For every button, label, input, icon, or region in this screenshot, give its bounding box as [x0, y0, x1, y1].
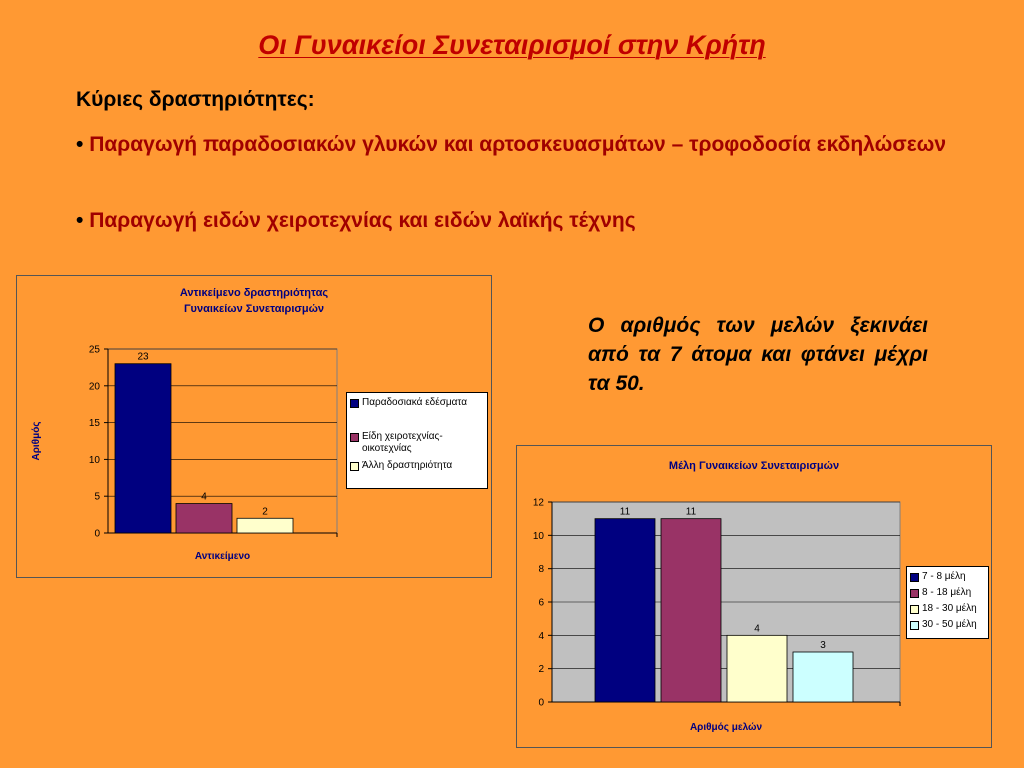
legend-label: οικοτεχνίας [362, 443, 412, 454]
activity-chart-legend [346, 392, 488, 489]
y-tick-label: 10 [88, 454, 100, 466]
legend-label: 30 - 50 μέλη [922, 619, 977, 630]
y-tick-label: 25 [88, 344, 100, 356]
legend-swatch [910, 573, 919, 582]
y-tick-label: 20 [88, 381, 100, 393]
y-tick-label: 15 [88, 418, 100, 430]
y-tick-label: 0 [538, 697, 544, 709]
legend-swatch [910, 605, 919, 614]
x-axis-label: Αριθμός μελών [689, 722, 763, 733]
bullet-dot: • [76, 133, 84, 156]
bar [237, 518, 293, 533]
bar [115, 364, 171, 533]
subheading: Κύριες δραστηριότητες: [76, 88, 315, 111]
slide-title: Οι Γυναικείοι Συνεταιρισμοί στην Κρήτη [258, 30, 766, 60]
chart-title: Γυναικείων Συνεταιρισμών [183, 303, 325, 315]
legend-label: Άλλη δραστηριότητα [362, 460, 453, 471]
y-tick-label: 6 [538, 597, 544, 609]
members-chart [516, 445, 992, 748]
bullet-item [76, 130, 948, 160]
legend-item [347, 431, 487, 455]
legend-swatch [910, 589, 919, 598]
y-tick-label: 4 [538, 630, 544, 642]
chart-title: Μέλη Γυναικείων Συνεταιρισμών [668, 460, 840, 472]
legend-swatch [910, 621, 919, 630]
y-tick-label: 2 [538, 664, 544, 676]
legend-item [907, 571, 988, 583]
legend-swatch [350, 462, 359, 471]
bar [595, 519, 655, 702]
legend-item [347, 397, 487, 409]
data-label: 11 [685, 506, 697, 518]
y-tick-label: 12 [532, 497, 544, 509]
legend-item [347, 460, 487, 472]
data-label: 4 [201, 491, 207, 503]
legend-label: 7 - 8 μέλη [922, 571, 966, 582]
y-tick-label: 5 [94, 491, 100, 503]
legend-label: 8 - 18 μέλη [922, 587, 972, 598]
bar [661, 519, 721, 702]
legend-swatch [350, 399, 359, 408]
bar [176, 504, 232, 533]
x-axis-label: Αντικείμενο [194, 551, 251, 562]
legend-item [907, 587, 988, 599]
data-label: 2 [262, 506, 268, 518]
activity-chart [16, 275, 492, 578]
y-axis-label: Αριθμός [31, 421, 42, 461]
members-chart-legend [906, 566, 989, 639]
y-tick-label: 8 [538, 564, 544, 576]
data-label: 4 [754, 623, 760, 635]
data-label: 3 [820, 640, 826, 651]
bullet-text: Παραγωγή παραδοσιακών γλυκών και αρτοσκευασμάτων – τροφοδοσία εκδηλώσεων [89, 133, 947, 156]
legend-label: Παραδοσιακά εδέσματα [362, 397, 467, 408]
legend-item [907, 603, 988, 615]
legend-swatch [350, 433, 359, 442]
bullet-text: Παραγωγή ειδών χειροτεχνίας και ειδών λαϊκής τέχνης [89, 209, 636, 232]
y-tick-label: 10 [532, 530, 544, 542]
legend-item [907, 619, 988, 631]
bar [793, 652, 853, 702]
members-note: Ο αριθμός των μελών ξεκινάει από τα 7 άτομα και φτάνει μέχρι τα 50. [588, 314, 928, 395]
chart-title: Αντικείμενο δραστηριότητας [179, 287, 329, 299]
bullet-item [76, 206, 948, 236]
y-tick-label: 0 [94, 528, 100, 540]
bar [727, 635, 787, 702]
legend-label: 18 - 30 μέλη [922, 603, 977, 614]
bullet-dot: • [76, 209, 84, 232]
data-label: 23 [137, 351, 149, 363]
legend-label: Είδη χειροτεχνίας- [362, 431, 443, 442]
data-label: 11 [619, 506, 631, 518]
